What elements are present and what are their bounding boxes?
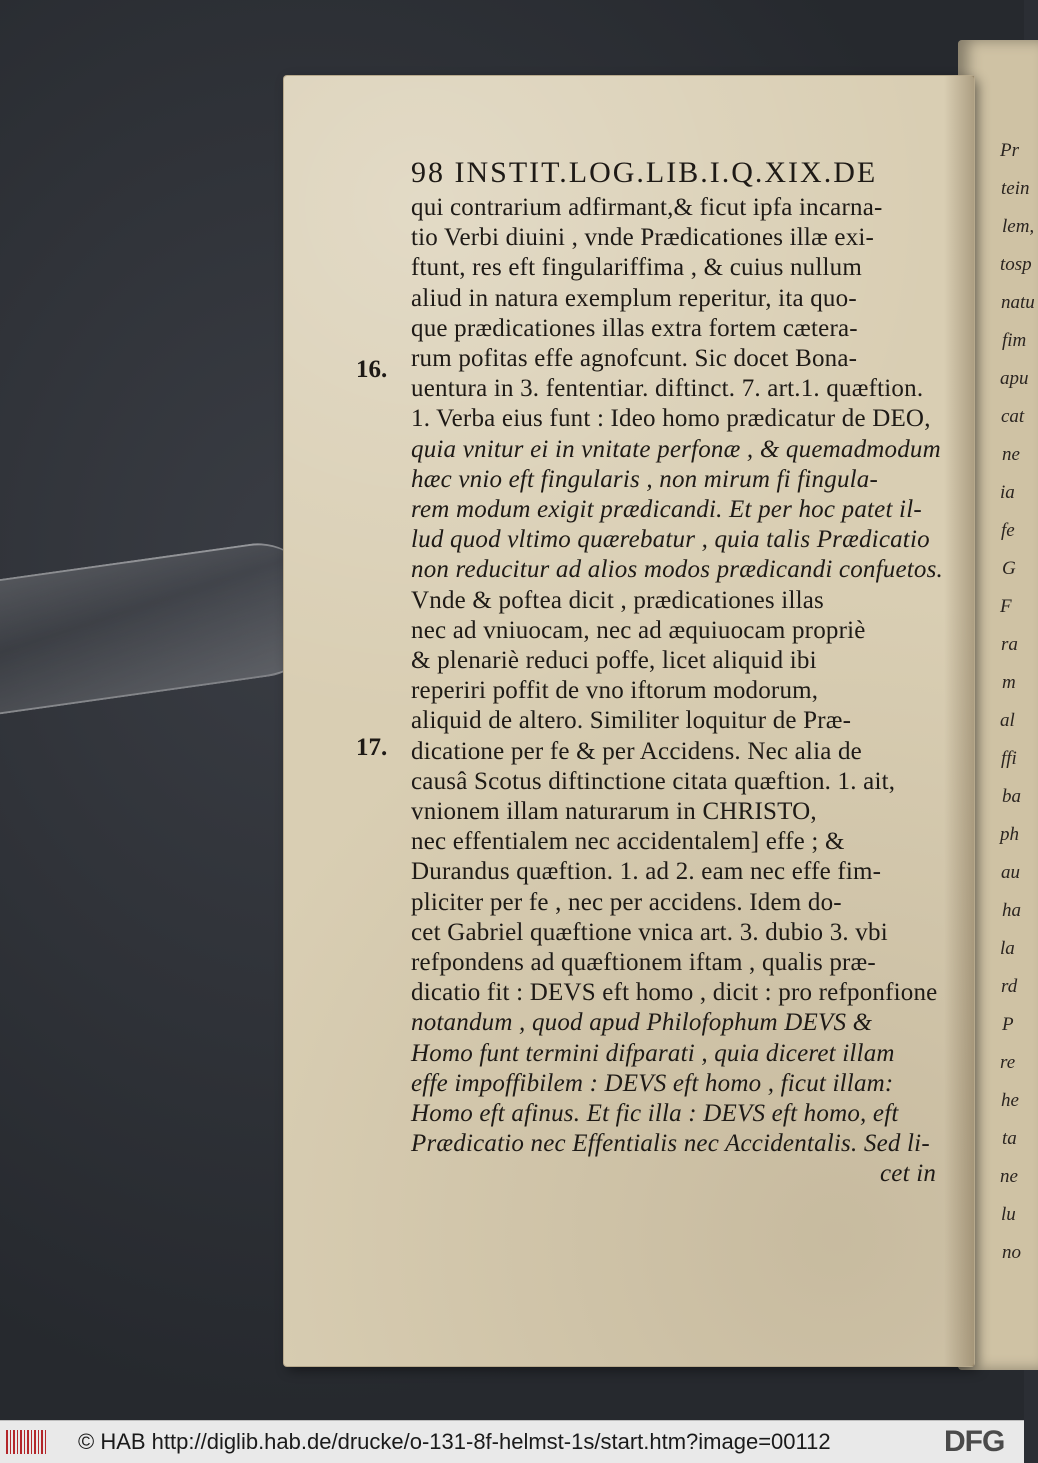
facing-page-fragment: rd <box>1001 976 1018 997</box>
facing-page-fragment: tein <box>1001 178 1030 199</box>
text-line: quia vnitur ei in vnitate perfonæ , & quemadmodum <box>411 435 941 463</box>
facing-page-fragment: ph <box>1000 824 1019 845</box>
glass-plate-edge <box>0 536 328 719</box>
text-line: tio Verbi diuini , vnde Prædicationes illæ exi- <box>411 224 875 252</box>
facing-page-fragment: no <box>1002 1242 1021 1263</box>
facing-page-fragment: he <box>1001 1090 1019 1111</box>
text-line: pliciter per fe , nec per accidens. Idem do- <box>411 888 842 916</box>
facing-page-fragment: ffi <box>1001 748 1017 769</box>
text-line: ftunt, res eft fingulariffima , & cuius nullum <box>411 254 863 282</box>
text-line: Homo funt termini difparati , quia diceret illam <box>411 1039 895 1067</box>
facing-page-fragment: re <box>1000 1052 1016 1073</box>
text-line: dicatione per fe & per Accidens. Nec alia de <box>411 737 862 765</box>
text-line: qui contrarium adfirmant,& ficut ipfa incarna- <box>411 194 883 221</box>
facing-page-fragment: fim <box>1002 330 1027 351</box>
facing-page-fragment: lu <box>1001 1204 1016 1225</box>
facing-page-fragment: fe <box>1001 520 1015 541</box>
text-line: refpondens ad quæftionem iftam , qualis præ- <box>411 949 876 976</box>
text-line: effe impoffibilem : DEVS eft homo , ficut illam: <box>411 1069 894 1097</box>
text-line: uentura in 3. fententiar. diftinct. 7. art.1. quæftion. <box>411 375 924 403</box>
facing-page-fragment: G <box>1002 558 1016 579</box>
text-line: lud quod vltimo quærebatur , quia talis Prædicatio <box>411 526 930 554</box>
dfg-logo: DFG <box>944 1425 1005 1458</box>
facing-page-fragment: cat <box>1001 406 1025 427</box>
facing-page-fragment: Pr <box>1000 140 1019 161</box>
facing-page-fragment: tosp <box>1000 254 1032 275</box>
facing-page-fragment: ra <box>1001 634 1018 655</box>
text-line: & plenariè reduci poffe, licet aliquid ibi <box>411 647 817 674</box>
facing-page-fragment: m <box>1002 672 1016 693</box>
text-line: cet in <box>880 1160 937 1188</box>
text-line: dicatio fit : DEVS eft homo , dicit : pro refponfione <box>411 979 938 1007</box>
text-line: rem modum exigit prædicandi. Et per hoc patet il- <box>411 496 922 523</box>
margin-number: 16. <box>356 356 388 383</box>
text-line: nec ad vniuocam, nec ad æquiuocam propriè <box>411 616 866 644</box>
text-line: nec effentialem nec accidentalem] effe ; & <box>411 828 845 856</box>
facing-page-fragment: F <box>1000 596 1012 617</box>
margin-number: 17. <box>356 734 388 761</box>
facing-page-fragment: ha <box>1002 900 1021 921</box>
facing-page-fragment: apu <box>1000 368 1029 389</box>
running-head: 98 INSTIT.LOG.LIB.I.Q.XIX.DE <box>411 156 878 189</box>
facing-page-fragment: natu <box>1001 292 1035 313</box>
text-line: 1. Verba eius funt : Ideo homo prædicatur de DEO, <box>411 405 931 433</box>
facing-page-fragment: P <box>1002 1014 1014 1035</box>
text-line: vnionem illam naturarum in CHRISTO, <box>411 798 817 825</box>
text-line: Durandus quæftion. 1. ad 2. eam nec effe fim- <box>411 858 882 886</box>
text-line: Vnde & poftea dicit , prædicationes illas <box>411 586 824 614</box>
facing-page-fragment: au <box>1001 862 1020 883</box>
text-line: notandum , quod apud Philofophum DEVS & <box>411 1009 873 1037</box>
facing-page-fragment: lem, <box>1002 216 1035 237</box>
facing-page-fragment: al <box>1000 710 1015 731</box>
facing-page-fragment: ta <box>1002 1128 1017 1149</box>
text-line: que prædicationes illas extra fortem cætera- <box>411 314 858 342</box>
facing-page-fragment: ba <box>1002 786 1021 807</box>
text-line: rum pofitas effe agnofcunt. Sic docet Bona- <box>411 345 858 372</box>
text-line: reperiri poffit de vno iftorum modorum, <box>411 677 819 705</box>
text-line: aliud in natura exemplum reperitur, ita quo- <box>411 284 857 312</box>
facing-page-fragment: la <box>1000 938 1015 959</box>
facing-page-fragment: ia <box>1000 482 1015 503</box>
text-line: Prædicatio nec Effentialis nec Accidentalis. Sed li- <box>411 1130 930 1158</box>
text-line: aliquid de altero. Similiter loquitur de Præ- <box>411 707 852 735</box>
text-line: causâ Scotus diftinctione citata quæftion. 1. ait, <box>411 767 896 795</box>
text-line: hæc vnio eft fingularis , non mirum fi fingula- <box>411 465 879 493</box>
text-line: cet Gabriel quæftione vnica art. 3. dubio 3. vbi <box>411 918 888 946</box>
facing-page-fragment: ne <box>1002 444 1020 465</box>
source-url[interactable]: © HAB http://diglib.hab.de/drucke/o-131-8f-helmst-1s/start.htm?image=00112 <box>78 1429 831 1454</box>
barcode-icon <box>6 1430 48 1454</box>
text-line: non reducitur ad alios modos prædicandi confuetos. <box>411 556 943 584</box>
footer-bar <box>0 1420 1024 1463</box>
text-line: Homo eft afinus. Et fic illa : DEVS eft homo, eft <box>411 1100 899 1127</box>
facing-page-fragment: ne <box>1000 1166 1018 1187</box>
